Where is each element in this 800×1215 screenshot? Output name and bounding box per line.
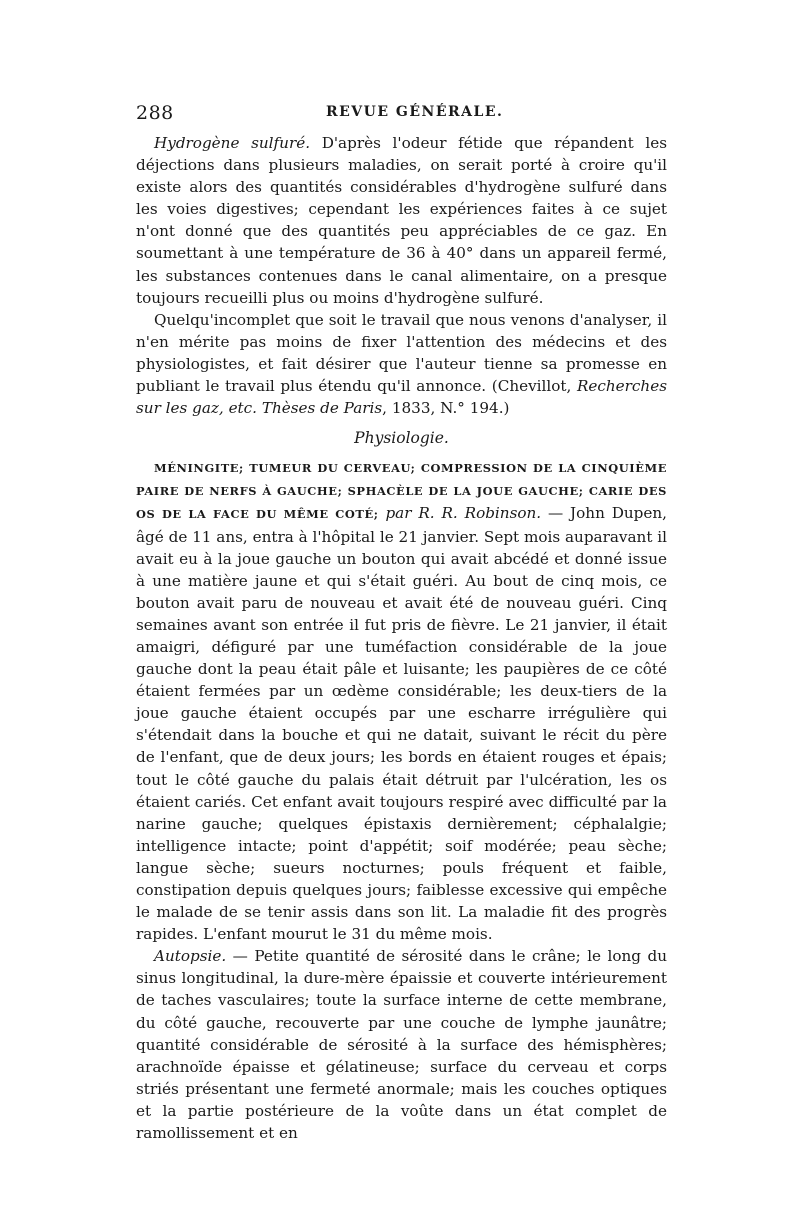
autopsie-text: — Petite quantité de sérosité dans le crâne; le long du sinus longitudinal, la dure-mère épaissie et couverte intérieurement de taches vasculaires; toute la surface interne de cette membrane, du côté gauche, recouverte par une couche de lymphe jaunâtre; quantité considérable de sérosité à la surface des hémisphères; arachnoïde épaisse et gélatineuse; surface du cerveau et corps striés présentant une fermeté anormale; mais les couches optiques et la partie postérieure de la voûte dans un état complet de ramollissement et en: [136, 947, 667, 1143]
paragraph-meningite-case: [136, 456, 667, 945]
reference-tail: , 1833, N.° 194.): [382, 399, 510, 418]
section-heading-physiologie: Physiologie.: [354, 429, 449, 448]
running-title: REVUE GÉNÉRALE.: [326, 104, 504, 120]
paragraph-autopsie: [136, 945, 667, 1144]
document-page: [136, 98, 667, 1144]
paragraph-text-conclusion: Quelqu'incomplet que soit le travail que nous venons d'analyser, il n'en mérite pas moins de fixer l'attention des médecins et des physiologistes, et fait désirer que l'auteur tienne sa promesse en publiant le travail plus étendu qu'il annonce. (Chevillot,: [136, 310, 667, 396]
reference-title: Recherches sur les gaz, etc. Thèses de Paris: [136, 377, 667, 418]
autopsie-lead: Autopsie.: [154, 947, 227, 966]
paragraph-lead-hydrogene: Hydrogène sulfuré.: [154, 134, 311, 152]
paragraph-conclusion: [136, 309, 667, 419]
paragraph-hydrogene-sulfure: [136, 132, 667, 309]
page-header: [136, 98, 667, 132]
case-text: — John Dupen, âgé de 11 ans, entra à l'hôpital le 21 janvier. Sept mois auparavant il avait eu à la joue gauche un bouton qui avait abcédé et donné issue à une matière jaune et qui s'était guéri. Au bout de cinq mois, ce bouton avait paru de nouveau et avait été de nouveau guéri. Cinq semaines avant son entrée il fut pris de fièvre. Le 21 janvier, il était amaigri, défiguré par une tuméfaction considérable de la joue gauche dont la peau était pâle et luisante; les paupières de ce côté étaient fermées par un œdème considérable; les deux-tiers de la joue gauche étaient occupés par une escharre irrégulière qui s'étendait dans la bouche et qui ne datait, suivant le récit du père de l'enfant, que de deux jours; les bords en étaient rouges et épais; tout le côté gauche du palais était détruit par l'ulcération, les os étaient cariés. Cet enfant avait toujours respiré avec difficulté par la narine gauche; quelques épistaxis dernièrement; céphalalgie; intelligence intacte; point d'appétit; soif modérée; peau sèche; langue sèche; sueurs nocturnes; pouls fréquent et faible, constipation depuis quelques jours; faiblesse excessive qui empêche le malade de se tenir assis dans son lit. La maladie fit des progrès rapides. L'enfant mourut le 31 du même mois.: [136, 504, 668, 944]
case-by: par: [378, 504, 419, 523]
paragraph-text-hydrogene: D'après l'odeur fétide que répandent les déjections dans plusieurs maladies, on serait porté à croire qu'il existe alors des quantités considérables d'hydrogène sulfuré dans les voies digestives; cependant les expériences faites à ce sujet n'ont donné que des quantités peu appréciables de ce gaz. En soumettant à une température de 36 à 40° dans un appareil fermé, les substances contenues dans le canal alimentaire, on a presque toujours recueilli plus ou moins d'hydrogène sulfuré.: [136, 134, 668, 307]
page-number: 288: [136, 102, 174, 124]
case-title: MÉNINGITE; TUMEUR DU CERVEAU; COMPRESSION DE LA CINQUIÈME PAIRE DE NERFS À GAUCHE; SPHACÈLE DE LA JOUE GAUCHE; CARIE DES OS DE LA FACE DU MÊME COTÉ;: [136, 461, 667, 522]
case-author: R. R. Robinson.: [418, 504, 542, 523]
